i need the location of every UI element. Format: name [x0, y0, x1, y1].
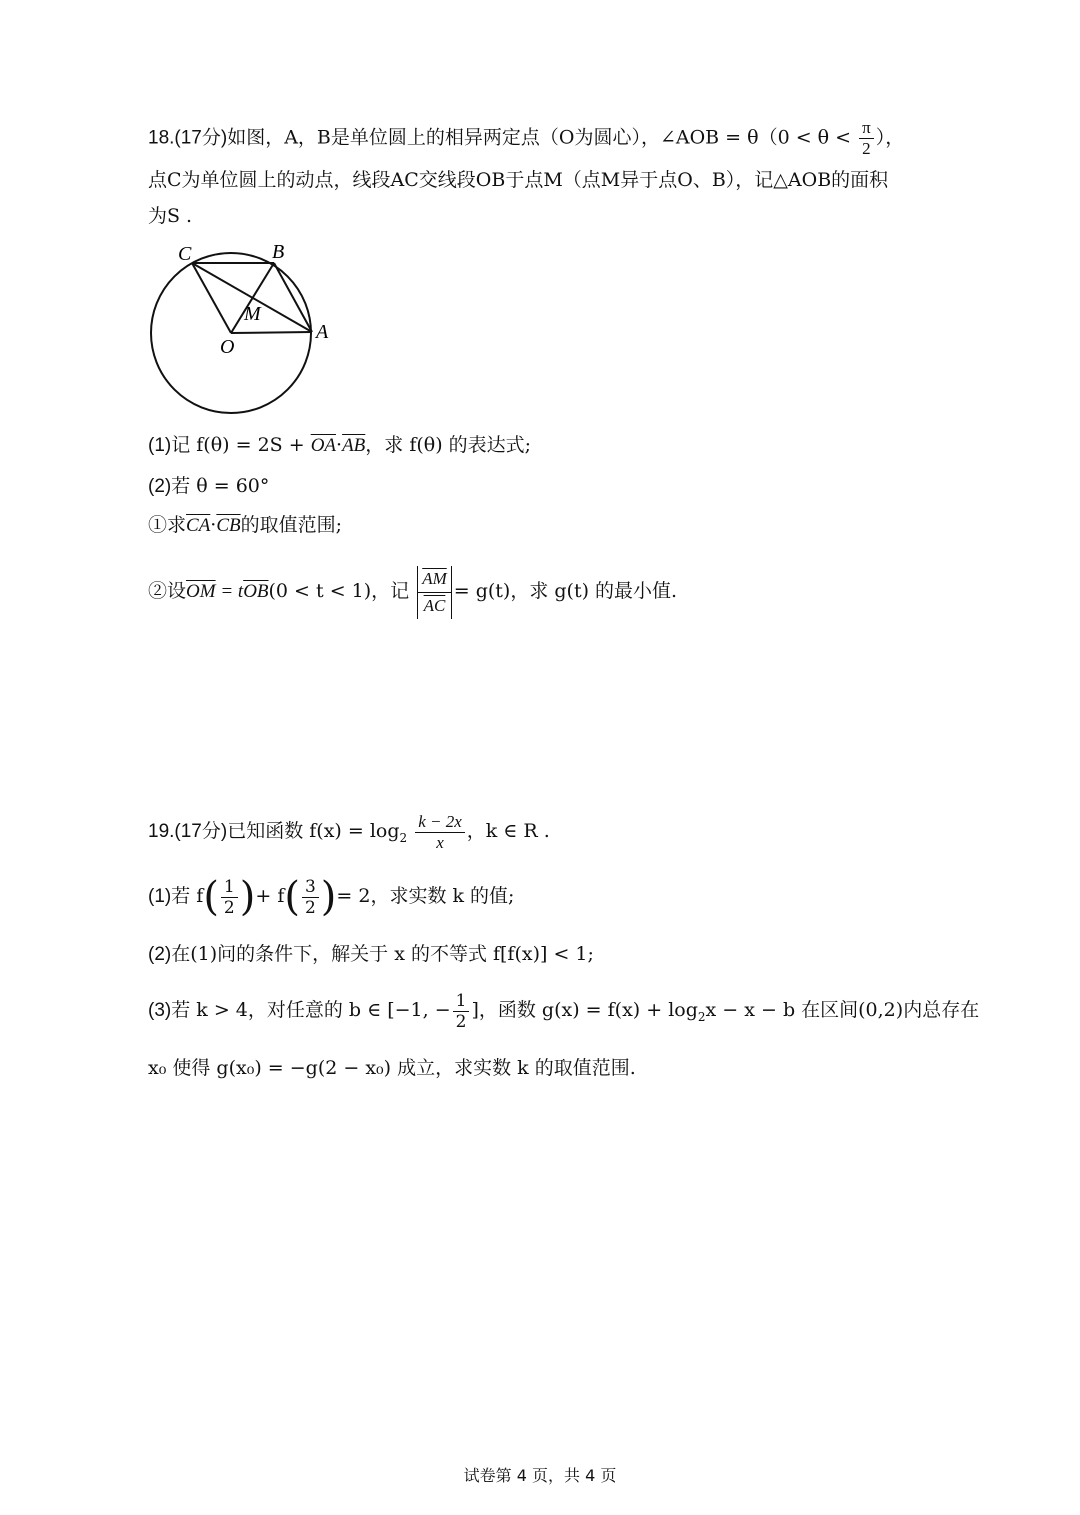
label-M: M	[244, 303, 261, 325]
q18-line3: 为S .	[148, 205, 193, 227]
label-O: O	[220, 336, 235, 358]
vector-OB: $\overline{OB}$	[243, 581, 269, 602]
unit-circle-figure	[140, 236, 340, 421]
vector-AB: $\overline{AB}$	[342, 435, 366, 456]
vector-OM: $\overline{OM}$	[186, 581, 216, 602]
label-A: A	[316, 321, 329, 343]
q18-number: 18.(17分)	[148, 127, 228, 149]
q18-line1	[148, 118, 904, 159]
q18-part2a: ①求$\overline{CA}\cdot\overline{CB}$的取值范围;	[148, 514, 343, 536]
vector-CA: $\overline{CA}$	[186, 515, 211, 536]
ratio-AM-AC: $\frac{\overline{AM}}{AC}$	[417, 566, 452, 619]
label-C: C	[178, 243, 192, 265]
q18-part2: (2)若 θ = 60°	[148, 475, 270, 497]
vector-OA: $\overline{OA}$	[310, 435, 337, 456]
vector-CB: $\overline{CB}$	[216, 515, 241, 536]
q19-part3-line2: x₀ 使得 g(x₀) = −g(2 − x₀) 成立，求实数 k 的取值范围.	[148, 1057, 636, 1079]
page-footer: 试卷第 4 页，共 4 页	[463, 1466, 617, 1485]
label-B: B	[272, 241, 285, 263]
segment-OA	[231, 332, 312, 333]
q19-number: 19.(17分)	[148, 821, 228, 842]
q19-part3: (3)若 k > 4，对任意的 b ∈ [−1, − $\frac{1}{2}$ ]，函数 $g(x) = f(x) + \log_2x - x - b$ 在区间(0,2)内总存在	[148, 990, 980, 1032]
q18-fraction: $\frac{\pi}{2}$	[859, 118, 874, 159]
q19-line1: 19.(17分)已知函数 $f(x) = \log_2$ $\frac{k - 2x}{x}$ ，k ∈ R .	[148, 811, 550, 852]
q18-line1-end: ），	[875, 126, 905, 149]
q18-line1-text: 如图，A，B是单位圆上的相异两定点（O为圆心），∠AOB = θ（0 < θ <	[227, 126, 852, 149]
q19-part1: (1)若 f( $\frac{1}{2}$ )+ f( $\frac{3}{2}$ )= 2，求实数 k 的值;	[148, 874, 515, 920]
q18-part1: (1)记 $f(\theta) = 2S + \overline{OA}\cdot\overline{AB}$，求 f(θ) 的表达式;	[148, 434, 532, 456]
q18-line2: 点C为单位圆上的动点，线段AC交线段OB于点M（点M异于点O、B），记△AOB的面积	[148, 169, 889, 191]
q19-part2: (2)在(1)问的条件下，解关于 x 的不等式 f[f(x)] < 1;	[148, 943, 594, 965]
q19-log-fraction: $\frac{k - 2x}{x}$	[415, 812, 465, 853]
q18-part2b: ②设$\overline{OM} = t\overline{OB}(0 < t < 1)$，记 $\frac{\overline{AM}}{AC}$ = g(t)，求 g(t) 的最小值.	[148, 560, 677, 623]
